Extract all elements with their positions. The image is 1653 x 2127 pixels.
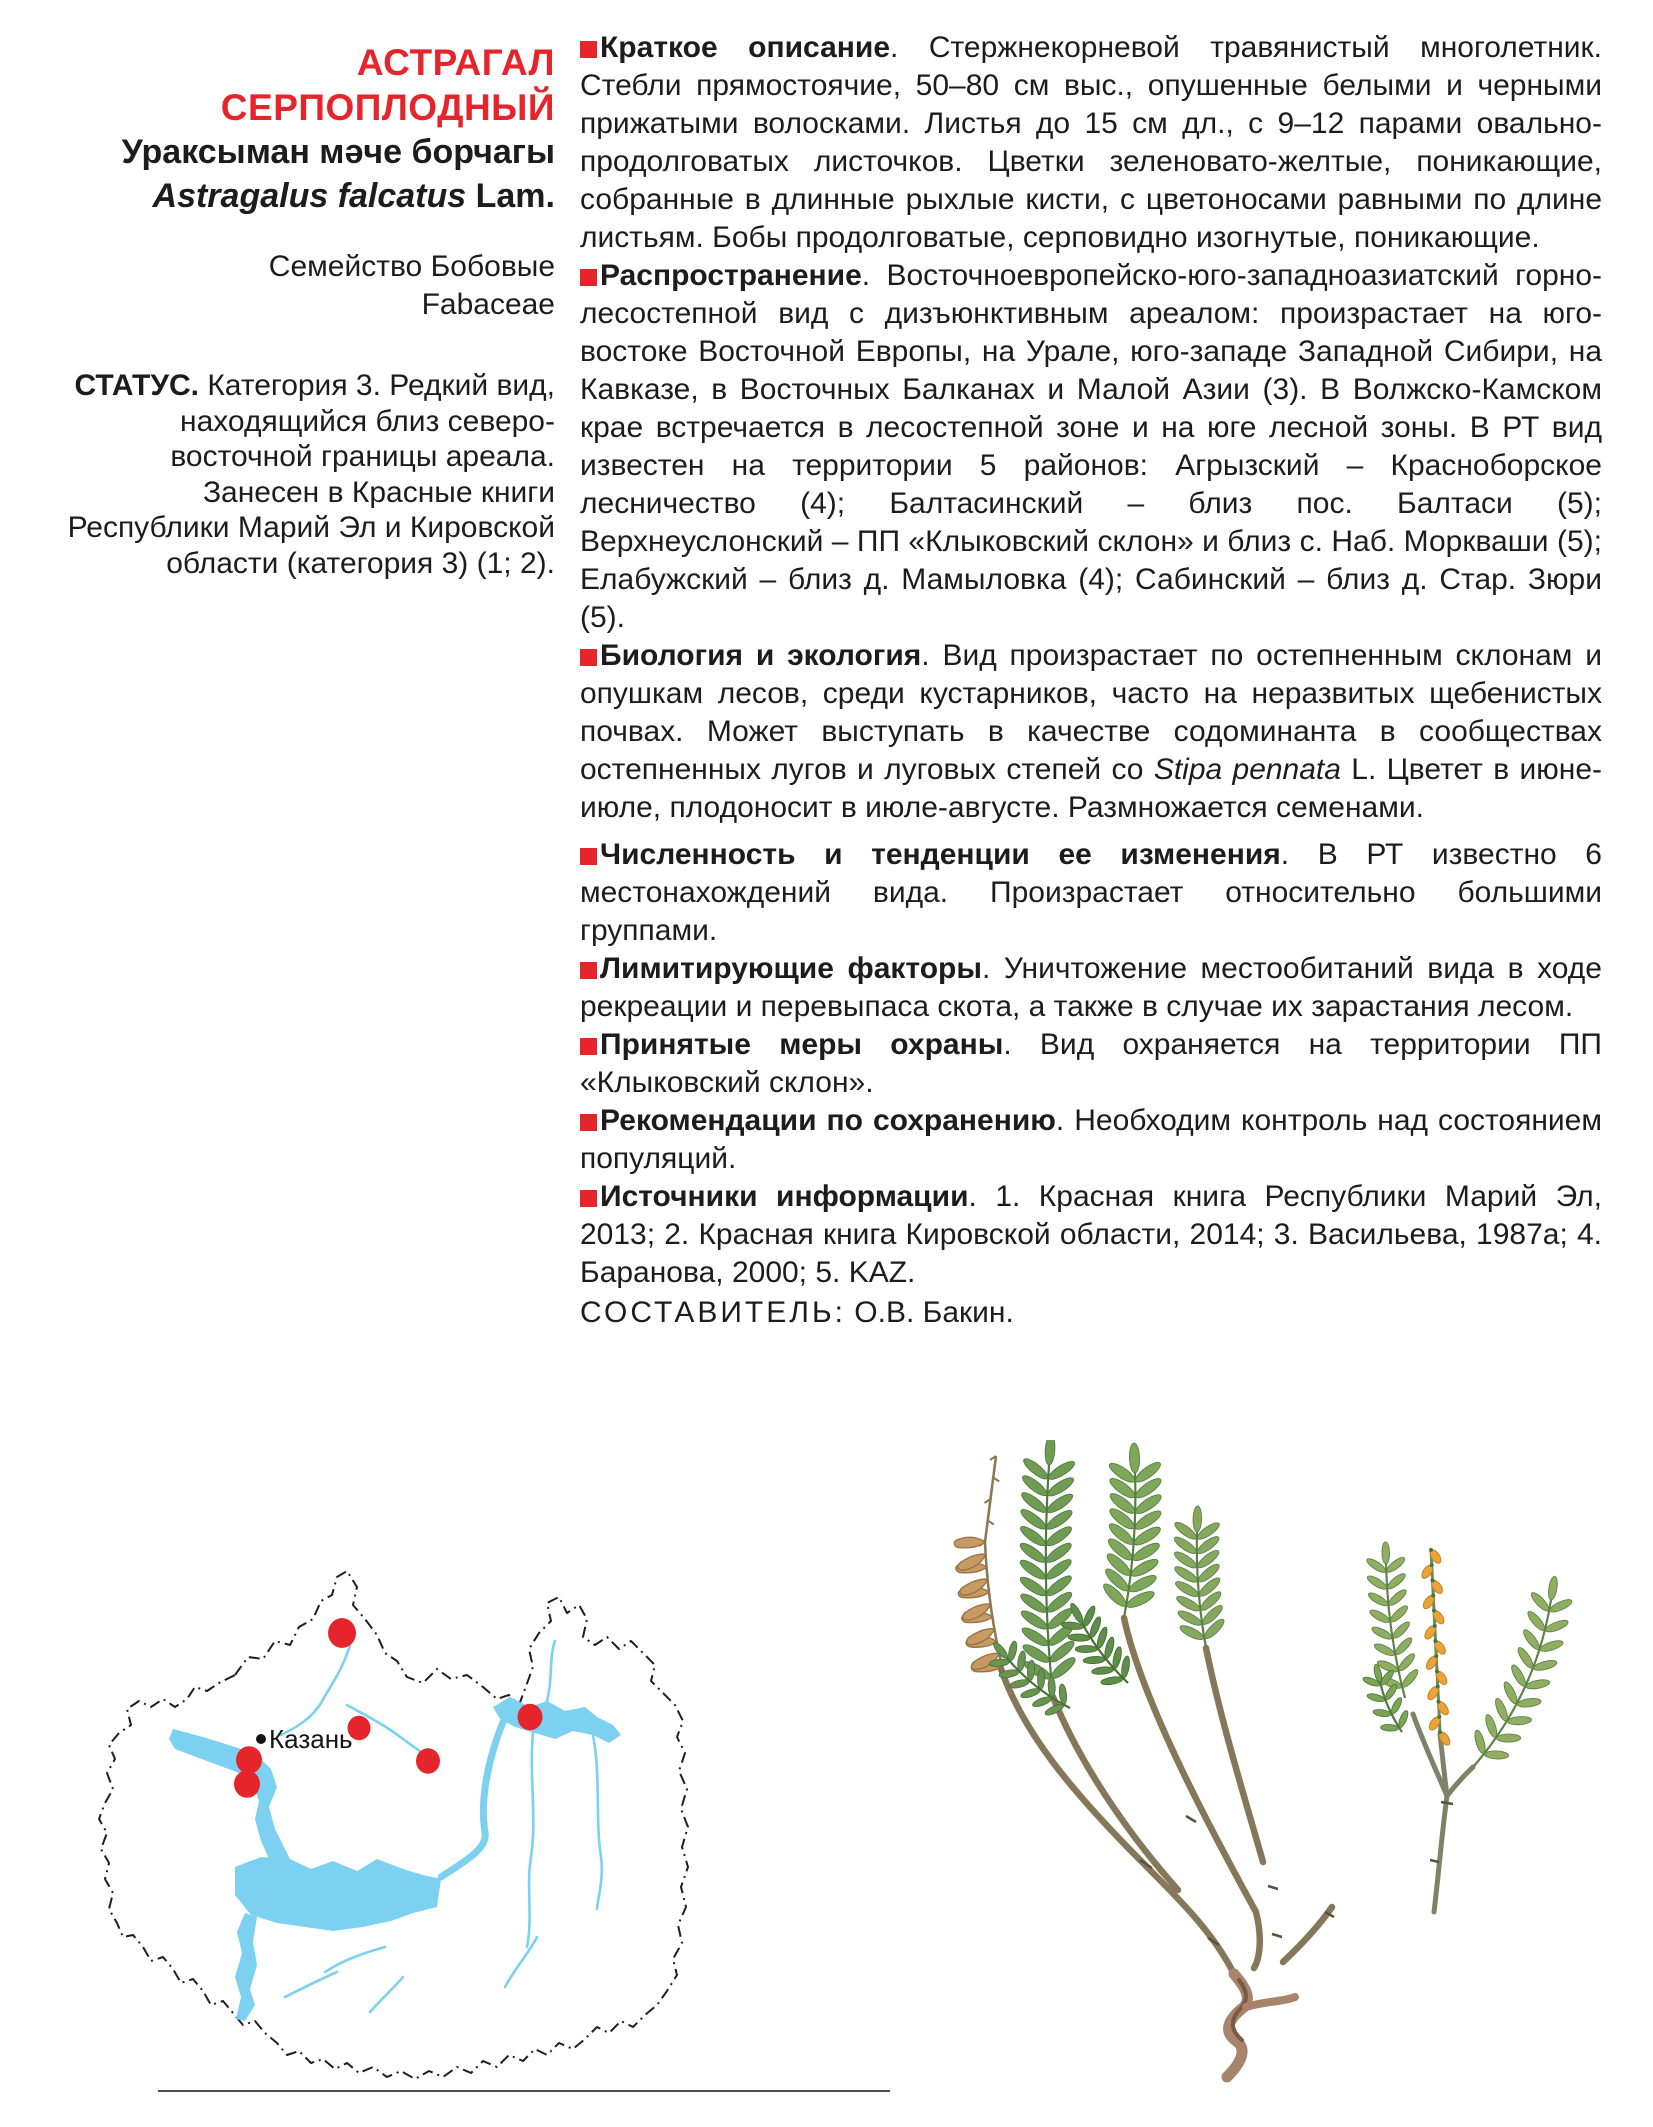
section-protection-measures [580, 1026, 1602, 1102]
compiler-name: О.В. Бакин. [845, 1296, 1014, 1329]
species-description-column [580, 29, 1602, 1332]
section-bullet-icon [580, 1190, 597, 1207]
section-biology-ecology [580, 637, 1602, 827]
kazan-city-dot [256, 1734, 266, 1744]
section-heading: Лимитирующие факторы [600, 952, 982, 985]
record-dot [416, 1748, 440, 1773]
section-heading: Принятые меры охраны [600, 1028, 1004, 1061]
root-crown [1227, 1974, 1295, 2077]
record-dot [328, 1618, 356, 1648]
section-limiting-factors [580, 950, 1602, 1026]
distribution-map [85, 1557, 690, 2087]
pinnate-leaf [1018, 1440, 1078, 1697]
section-bullet-icon [580, 1038, 597, 1055]
south-river-1 [325, 1947, 385, 1972]
flower-raceme [1420, 1548, 1452, 1747]
compiler-label: СОСТАВИТЕЛЬ: [580, 1296, 846, 1329]
section-body: . Восточноевропейско-юго-западноазиатский горно-лесостепной вид с дизъюнктивным ареалом: произрастает на юго-востоке Восточной Европы, на Урале, юго-западе Западной Сибири, на Кавказе, в Восточных Балканах и Малой Азии (3). В Волжско-Камском крае встречается в лесостепной зоне и на юге лесной зоны. В РТ вид известен на территории 5 районов: Агрызский – Красноборское лесничество (4); Балтасинский – близ пос. Балтаси (5); Верхнеуслонский – ПП «Клыковский склон» и близ с. Наб. Моркваши (5); Елабужский – близ д. Мамыловка (4); Сабинский – близ д. Стар. Зюри (5). [580, 259, 1602, 634]
pinnate-leaf [1473, 1576, 1574, 1766]
pinnate-leaf [1101, 1443, 1164, 1618]
family-russian: Семейство Бобовые [268, 250, 555, 283]
section-body: . Вид произрастает по остепненным склонам и опушкам лесов, среди кустарников, часто на неразвитых щебенистых почвах. Может выступать в качестве содоминанта в сообществах остепненных лугов и луговых степей со [580, 639, 1602, 786]
section-body: . В РТ известно 6 местонахождений вида. Произрастает относительно большими группами. [580, 838, 1602, 947]
species-title-latin [50, 174, 555, 218]
latin-author: Lam. [466, 177, 555, 215]
section-brief-description [580, 29, 1602, 257]
volga-south-tail [235, 1913, 257, 2021]
plant-illustration [950, 1440, 1610, 2100]
ne-river [547, 1641, 555, 1701]
east-river-2 [593, 1735, 602, 1909]
species-latin-inline: Stipa pennata [1153, 753, 1341, 786]
section-body: . Необходим контроль над состоянием популяций. [580, 1104, 1602, 1175]
status-label: СТАТУС. [74, 369, 199, 402]
section-abundance-trends [580, 836, 1602, 950]
section-body: . Уничтожение местообитаний вида в ходе рекреации и перевыпаса скота, а также в случае их зарастания лесом. [580, 952, 1602, 1023]
section-distribution [580, 257, 1602, 637]
section-heading: Численность и тенденции ее изменения [600, 838, 1281, 871]
record-dot [236, 1746, 262, 1774]
bottom-divider [158, 2090, 890, 2092]
family-latin: Fabaceae [421, 288, 555, 321]
section-bullet-icon [580, 649, 597, 666]
section-bullet-icon [580, 41, 597, 58]
section-body: . Стержнекорневой травянистый многолетник. Стебли прямостоячие, 50–80 см выс., опушенные белыми и черными прижатыми волосками. Листья до 15 см дл., с 9–12 парами овально-продолговатых листочков. Цветки зеленовато-желтые, поникающие, собранные в длинные рыхлые кисти, с цветоносами равными по длине листьям. Бобы продолговатые, серповидно изогнутые, поникающие. [580, 31, 1602, 254]
south-river-3 [370, 1977, 403, 2012]
status-text: Категория 3. Редкий вид, находящийся близ северо-восточной границы ареала. Занесен в Красные книги Республики Марий Эл и Кировской области (категория 3) (1; 2). [67, 369, 555, 580]
south-river-2 [285, 1972, 337, 1997]
section-heading: Рекомендации по сохранению [600, 1104, 1056, 1137]
section-bullet-icon [580, 1114, 597, 1131]
vyatka-river [281, 1645, 350, 1735]
section-bullet-icon [580, 962, 597, 979]
right-plant-stems [1413, 1714, 1473, 1912]
record-dot [518, 1704, 543, 1731]
species-header-column [50, 40, 555, 611]
section-bullet-icon [580, 848, 597, 865]
east-river-1 [527, 1733, 533, 1947]
kazan-city-label: Казань [269, 1724, 353, 1754]
section-heading: Распространение [600, 259, 862, 292]
status-block [50, 368, 555, 581]
kama-river [441, 1722, 503, 1877]
section-heading: Краткое описание [600, 31, 891, 64]
pinnate-leaf [1172, 1506, 1226, 1648]
se-river [505, 1937, 537, 1987]
section-heading: Биология и экология [600, 639, 922, 672]
pinnate-leaf [1362, 1664, 1410, 1732]
kuibyshev-reservoir [235, 1857, 441, 1931]
section-conservation-recommendations [580, 1102, 1602, 1178]
section-body: L. Цветет в июне-июле, плодоносит в июле-августе. Размножается семенами. [580, 753, 1602, 824]
section-heading: Источники информации [600, 1180, 969, 1213]
section-body: . Вид охраняется на территории ПП «Клыковский склон». [580, 1028, 1602, 1099]
species-title-russian: АСТРАГАЛ СЕРПОПЛОДНЫЙ [220, 42, 555, 128]
section-bullet-icon [580, 269, 597, 286]
rivers-and-reservoirs [169, 1641, 621, 2021]
family-block [50, 248, 555, 324]
latin-name: Astragalus falcatus [152, 177, 467, 215]
compiler-line [580, 1294, 1602, 1332]
section-body: . 1. Красная книга Республики Марий Эл, 2013; 2. Красная книга Кировской области, 2014; 3. Васильева, 1987а; 4. Баранова, 2000; 5. KAZ. [580, 1180, 1602, 1289]
section-information-sources [580, 1178, 1602, 1292]
record-dot [234, 1770, 260, 1798]
kama-reservoir [493, 1697, 621, 1743]
species-title-tatar: Ураксыман мәче борчагы [121, 133, 555, 171]
